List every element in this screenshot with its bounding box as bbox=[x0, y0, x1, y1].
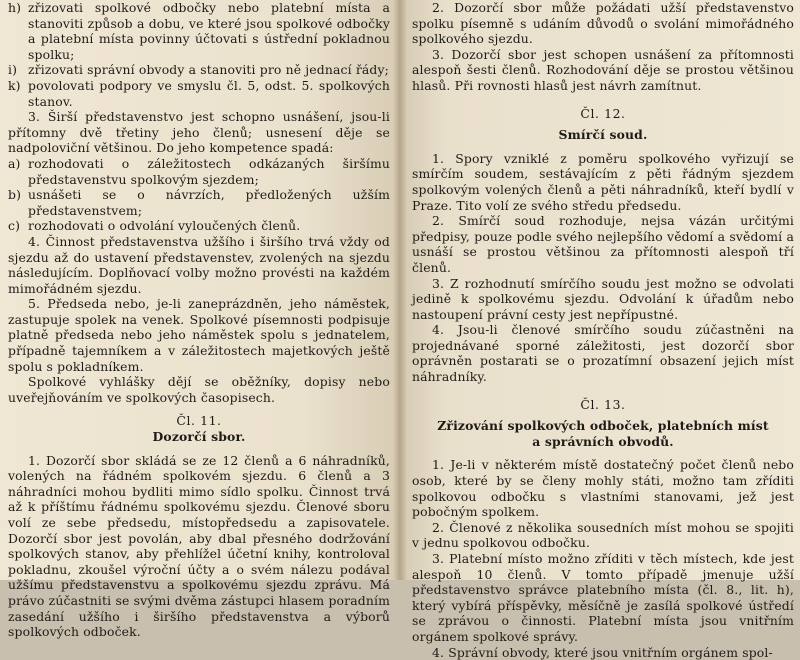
list-item-h bbox=[8, 0, 390, 62]
paragraph: 1. Spory vzniklé z poměru spolkového vyřizují se smírčím soudem, sestávajícím z pěti řádným sjezdem spolkovým volených členů a pěti náhradníků, kteří bydlí v Praze. Tito volí ze svého středu předsedu. bbox=[412, 150, 794, 213]
paragraph: 2. Členové z několika sousedních míst mohou se spojiti v jednu spolkovou odbočku. bbox=[412, 519, 794, 551]
list-item-a bbox=[8, 156, 390, 187]
paragraph: 1. Dozorčí sbor skládá se ze 12 členů a 6 náhradníků, volených na řádném spolkovém sjezdu. 6 členů a 3 náhradníci mohou bydliti mimo sídlo spolku. Činnost trvá až k příštímu řádnému spolkovému sjezdu. Členové sboru volí ze sebe předsedu, místopředsedu a zapisovatele. Dozorčí sbor jest povolán, aby dbal přesného dodržování spolkových stanov, aby přehlížel účetní knihy, kontroloval pokladnu, zkoušel výroční účty a o svém nálezu podával užšímu představenstvu a spolkovému sjezdu zprávu. Má právo zúčastniti se svými dvěma zástupci hlasem poradním zasedání užšího i širšího představenstva a výborů spolkových odboček. bbox=[8, 452, 390, 640]
article-title-line: a správních obvodů. bbox=[532, 433, 674, 449]
paragraph: 3. Dozorčí sbor jest schopen usnášení za přítomnosti alespoň šesti členů. Rozhodování děje se prostou většinou hlasů. Při rovnosti hlasů jest návrh zamítnut. bbox=[412, 46, 794, 93]
list-marker: a) bbox=[8, 155, 21, 171]
paragraph: 1. Je-li v některém místě dostatečný počet členů nebo osob, které by se členy mohly státi, možno tam zříditi spolkovou odbočku s vlastními stanovami, jež jest pobočným spolkem. bbox=[412, 457, 794, 520]
list-item-i bbox=[8, 62, 390, 78]
article-number: Čl. 12. bbox=[580, 105, 626, 121]
paragraph: 3. Platební místo možno zříditi v těch místech, kde jest alespoň 10 členů. V tomto případě jmenuje užší představenstvo správce platebního místa (čl. 8., lit. h), který vybírá příspěvky, měsíčně je zasílá spolkové ústředí se zprávou o činnosti. Platební místa jsou vnitřním orgánem spolkové správy. bbox=[412, 551, 794, 644]
right-page bbox=[398, 0, 800, 660]
paragraph: 2. Smírčí soud rozhoduje, nejsa vázán určitými předpisy, pouze podle svého nejlepšího vědomí a svědomí a usnáší se prostou většinou za přítomnosti alespoň tří členů. bbox=[412, 213, 794, 275]
article-title: Smírčí soud. bbox=[558, 127, 648, 143]
list-marker: c) bbox=[8, 218, 21, 234]
paragraph: 4. Činnost představenstva užšího i širšího trvá vždy od sjezdu až do ustavení představenstev, zvolených na sjezdu následujícím. Doplňovací volby možno provésti na každém mimořádném sjezdu. bbox=[8, 233, 390, 296]
paragraph: 3. Z rozhodnutí smírčího soudu jest možno se odvolati jedině k spolkovému sjezdu. Odvolání k úřadům nebo nastoupení právní cesty jest nepřípustné. bbox=[412, 275, 794, 322]
list-item-k bbox=[8, 78, 390, 109]
paragraph: 4. Správní obvody, které jsou vnitřním orgánem spol- bbox=[432, 644, 773, 660]
list-text: rozhodovati o odvolání vyloučených členů. bbox=[28, 218, 301, 234]
paragraph: 2. Dozorčí sbor může požádati užší představenstvo spolku písemně s udáním důvodů o svolání mimořádného spolkového sjezdu. bbox=[412, 0, 794, 47]
list-text: rozhodovati o záležitostech odkázaných širšímu představenstvu spolkovým sjezdem; bbox=[28, 155, 390, 187]
paragraph: 5. Předseda nebo, je-li zaneprázdněn, jeho náměstek, zastupuje spolek na venek. Spolkové písemnosti podpisuje platně předseda nebo jeho náměstek spolu s jednatelem, případně tajemníkem a v záležitostech majetkových ještě spolu s pokladníkem. bbox=[8, 296, 390, 374]
list-item-c bbox=[8, 218, 390, 234]
left-page-text bbox=[8, 0, 390, 640]
left-page bbox=[0, 0, 398, 640]
paragraph: Spolkové vyhlášky dějí se oběžníky, dopisy nebo uveřejňováním ve spolkových časopisech. bbox=[8, 374, 390, 405]
list-marker: i) bbox=[8, 62, 18, 78]
article-title-line: Zřizování spolkových odboček, platebních míst bbox=[437, 418, 769, 434]
list-text: zřizovati správní obvody a stanoviti pro ně jednací řády; bbox=[28, 62, 389, 78]
paragraph: 4. Jsou-li členové smírčího soudu zúčastněni na projednávané sporné záležitosti, jest dozorčí sbor oprávněn postarati se o prozatímní obsazení jejich míst náhradníky. bbox=[412, 322, 794, 385]
list-text: povolovati podpory ve smyslu čl. 5, odst. 5. spolkových stanov. bbox=[28, 77, 390, 109]
list-text: zřizovati spolkové odbočky nebo platební místa a stanoviti způsob a dobu, ve které jsou spolkové odbočky a platební místa povinny účtovati s ústřední pokladnou spolku; bbox=[28, 0, 390, 62]
list-item-b bbox=[8, 187, 390, 218]
list-text: usnášeti se o návrzích, předložených užším představenstvem; bbox=[28, 187, 390, 218]
list-marker: b) bbox=[8, 187, 22, 203]
list-marker: k) bbox=[8, 77, 21, 93]
paragraph: 3. Širší představenstvo jest schopno usnášení, jsou-li přítomny dvě třetiny jeho členů; usnesení děje se nadpoloviční většinou. Do jeho kompetence spadá: bbox=[8, 109, 390, 156]
article-number: Čl. 13. bbox=[580, 396, 626, 412]
article-number: Čl. 11. bbox=[176, 413, 222, 429]
list-marker: h) bbox=[8, 0, 22, 15]
right-page-text bbox=[412, 0, 794, 660]
article-title: Dozorčí sbor. bbox=[152, 429, 246, 445]
